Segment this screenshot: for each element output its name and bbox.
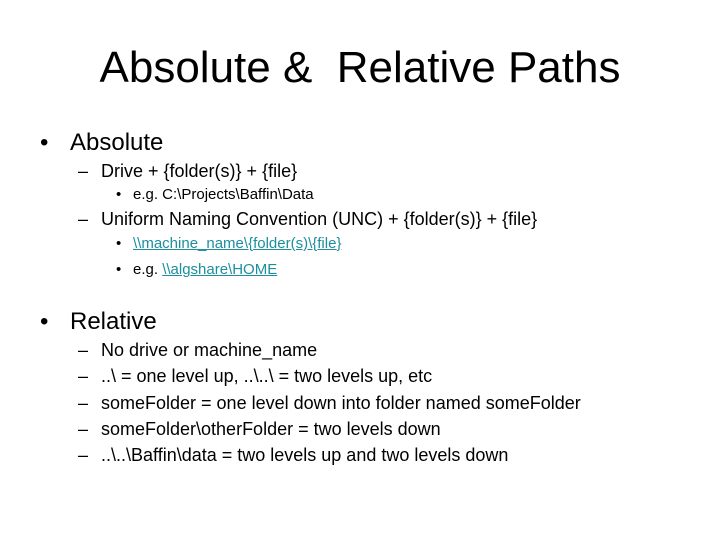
link-algshare-home[interactable]: \\algshare\HOME bbox=[162, 261, 278, 278]
dash-glyph: – bbox=[78, 393, 89, 413]
dash-glyph: – bbox=[78, 209, 89, 229]
item-two-levels-down: someFolder\otherFolder = two levels down bbox=[101, 419, 441, 439]
bullet-glyph: • bbox=[116, 261, 122, 278]
bullet-glyph: • bbox=[40, 308, 49, 335]
link-unc-pattern[interactable]: \\machine_name\{folder(s)\{file} bbox=[133, 235, 342, 252]
subitem-unc-example-prefix: e.g. bbox=[133, 261, 163, 278]
section-heading-absolute: Absolute bbox=[70, 129, 164, 156]
bullet-glyph: • bbox=[116, 186, 122, 203]
bullet-glyph: • bbox=[40, 129, 49, 156]
item-no-drive: No drive or machine_name bbox=[101, 340, 318, 360]
dash-glyph: – bbox=[78, 366, 89, 386]
item-drive-folders-file: Drive + {folder(s)} + {file} bbox=[101, 161, 298, 181]
dash-glyph: – bbox=[78, 340, 89, 360]
item-levels-up: ..\ = one level up, ..\..\ = two levels up, etc bbox=[101, 366, 433, 386]
bullet-glyph: • bbox=[116, 235, 122, 252]
dash-glyph: – bbox=[78, 161, 89, 181]
section-heading-relative: Relative bbox=[70, 308, 157, 335]
subitem-example-drive-path: e.g. C:\Projects\Baffin\Data bbox=[133, 186, 314, 203]
slide-title: Absolute & Relative Paths bbox=[99, 43, 621, 92]
dash-glyph: – bbox=[78, 445, 89, 465]
subitem-unc-example bbox=[133, 261, 277, 279]
item-up-and-down: ..\..\Baffin\data = two levels up and two levels down bbox=[101, 445, 509, 465]
item-one-level-down: someFolder = one level down into folder named someFolder bbox=[101, 393, 581, 413]
dash-glyph: – bbox=[78, 419, 89, 439]
item-unc-folders-file: Uniform Naming Convention (UNC) + {folder(s)} + {file} bbox=[101, 209, 538, 229]
